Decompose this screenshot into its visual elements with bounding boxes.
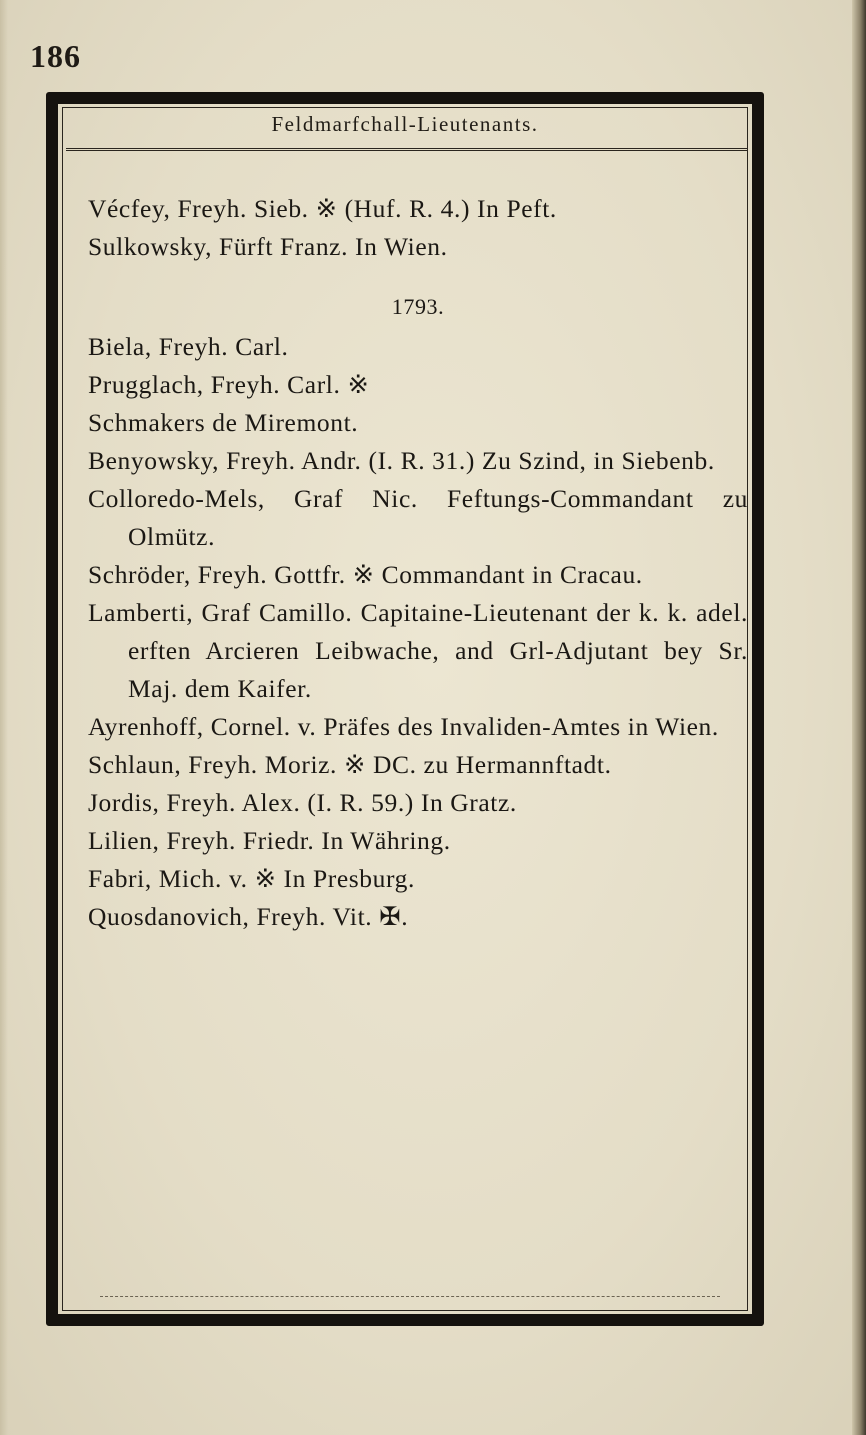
page-number: 186 xyxy=(30,38,81,74)
list-item: Schlaun, Freyh. Moriz. ※ DC. zu Hermannftadt. xyxy=(88,750,612,779)
list-item: Colloredo-Mels, Graf Nic. Feftungs-Commandant zu Olmütz. xyxy=(88,484,748,551)
list-item: Biela, Freyh. Carl. xyxy=(88,332,289,361)
list-item: Benyowsky, Freyh. Andr. (I. R. 31.) Zu Szind, in Siebenb. xyxy=(88,446,715,475)
book-edge xyxy=(852,0,866,1435)
list-item: Ayrenhoff, Cornel. v. Präfes des Invaliden-Amtes in Wien. xyxy=(88,712,719,741)
page-gutter-shadow xyxy=(0,0,8,1435)
list-item: Quosdanovich, Freyh. Vit. ✠. xyxy=(88,902,409,931)
list-item: Prugglach, Freyh. Carl. ※ xyxy=(88,370,370,399)
list-item: Schmakers de Miremont. xyxy=(88,408,359,437)
list-item: Lilien, Freyh. Friedr. In Währing. xyxy=(88,826,451,855)
list-item: Schröder, Freyh. Gottfr. ※ Commandant in Cracau. xyxy=(88,560,643,589)
year-heading: 1793. xyxy=(391,294,445,319)
list-item: Sulkowsky, Fürft Franz. In Wien. xyxy=(88,232,448,261)
section-title: Feldmarfchall-Lieutenants. xyxy=(271,112,539,136)
bottom-rule xyxy=(100,1296,720,1297)
list-item: Lamberti, Graf Camillo. Capitaine-Lieutenant der k. k. adel. erften Arcieren Leibwache, and Grl-Adjutant bey Sr. Maj. dem Kaifer. xyxy=(88,598,748,703)
list-item: Jordis, Freyh. Alex. (I. R. 59.) In Gratz. xyxy=(88,788,517,817)
list-item: Vécfey, Freyh. Sieb. ※ (Huf. R. 4.) In Peft. xyxy=(88,194,557,223)
officer-list xyxy=(88,190,748,936)
title-rule xyxy=(66,148,748,153)
list-item: Fabri, Mich. v. ※ In Presburg. xyxy=(88,864,415,893)
